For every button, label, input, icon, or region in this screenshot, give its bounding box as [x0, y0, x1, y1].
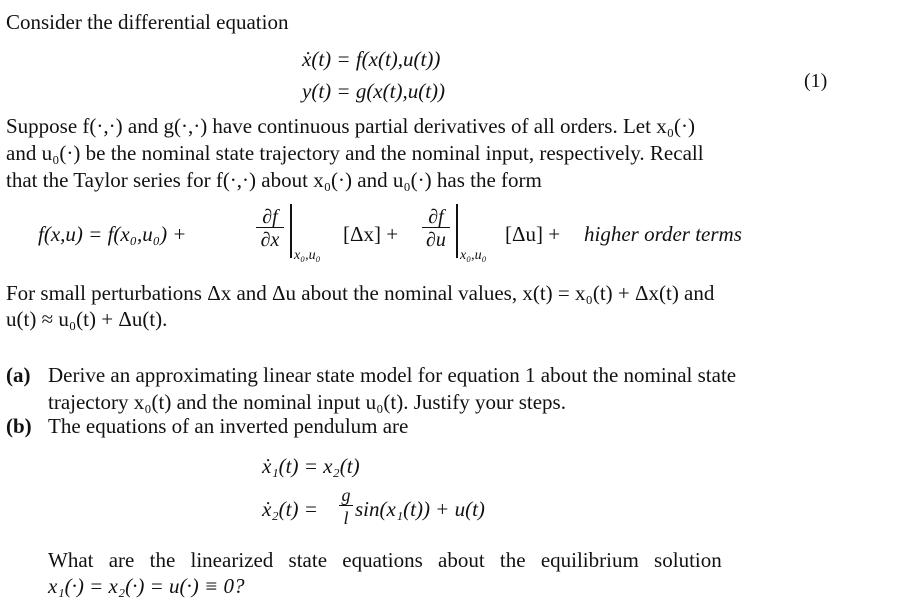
intro-text: Consider the differential equation [6, 10, 289, 34]
eval-subscript-2: x₀,u₀ [460, 248, 487, 263]
evaluation-bar-2 [456, 204, 458, 258]
eval-subscript-1: x₀,u₀ [294, 248, 321, 263]
part-b-label: (b) [6, 414, 32, 438]
part-b-question-line2: x₁(·) = x₂(·) = u(·) ≡ 0? [48, 574, 245, 598]
partial-x-denominator: ∂x [256, 227, 284, 250]
g-over-l [339, 485, 353, 528]
higher-order-terms: higher order terms [584, 222, 742, 246]
pendulum-eq1: ẋ₁(t) = x₂(t) [262, 454, 360, 478]
partial-f-dx [256, 207, 284, 250]
pendulum-eq2-rhs: sin(x₁(t)) + u(t) [355, 497, 485, 521]
part-a-line2: trajectory x₀(t) and the nominal input u₀(t). Justify your steps. [48, 390, 566, 414]
partial-f-du [422, 207, 450, 250]
taylor-term-du: [Δu] + [505, 222, 561, 246]
pendulum-eq2-lhs: ẋ₂(t) = [262, 497, 318, 521]
part-b-question-line1: What are the linearized state equations about the equilibrium solution [48, 548, 722, 572]
partial-f-numerator: ∂f [262, 206, 278, 228]
output-equation: y(t) = g(x(t),u(t)) [302, 79, 446, 103]
evaluation-bar-1 [290, 204, 292, 258]
equation-number: (1) [804, 70, 828, 92]
gravity-g: g [341, 485, 351, 505]
part-a-line1: Derive an approximating linear state model for equation 1 about the nominal state [48, 363, 737, 387]
length-l: l [339, 505, 353, 528]
partial-f-numerator-2: ∂f [428, 206, 444, 228]
para2-line1: For small perturbations Δx and Δu about the nominal values, x(t) = x₀(t) + Δx(t) and [6, 281, 715, 305]
para1-line1: Suppose f(·,·) and g(·,·) have continuous partial derivatives of all orders. Let x₀(·) [6, 114, 696, 138]
partial-u-denominator: ∂u [422, 227, 450, 250]
state-equation: ẋ(t) = f(x(t),u(t)) [302, 47, 441, 71]
part-b-line1: The equations of an inverted pendulum are [48, 414, 409, 438]
part-a-label: (a) [6, 363, 31, 387]
para2-line2: u(t) ≈ u₀(t) + Δu(t). [6, 307, 168, 331]
para1-line3: that the Taylor series for f(·,·) about x₀(·) and u₀(·) has the form [6, 168, 542, 192]
taylor-lhs: f(x,u) = f(x₀,u₀) + [38, 222, 187, 246]
taylor-term-dx: [Δx] + [343, 222, 399, 246]
para1-line2: and u₀(·) be the nominal state trajectory and the nominal input, respectively. Recall [6, 141, 704, 165]
